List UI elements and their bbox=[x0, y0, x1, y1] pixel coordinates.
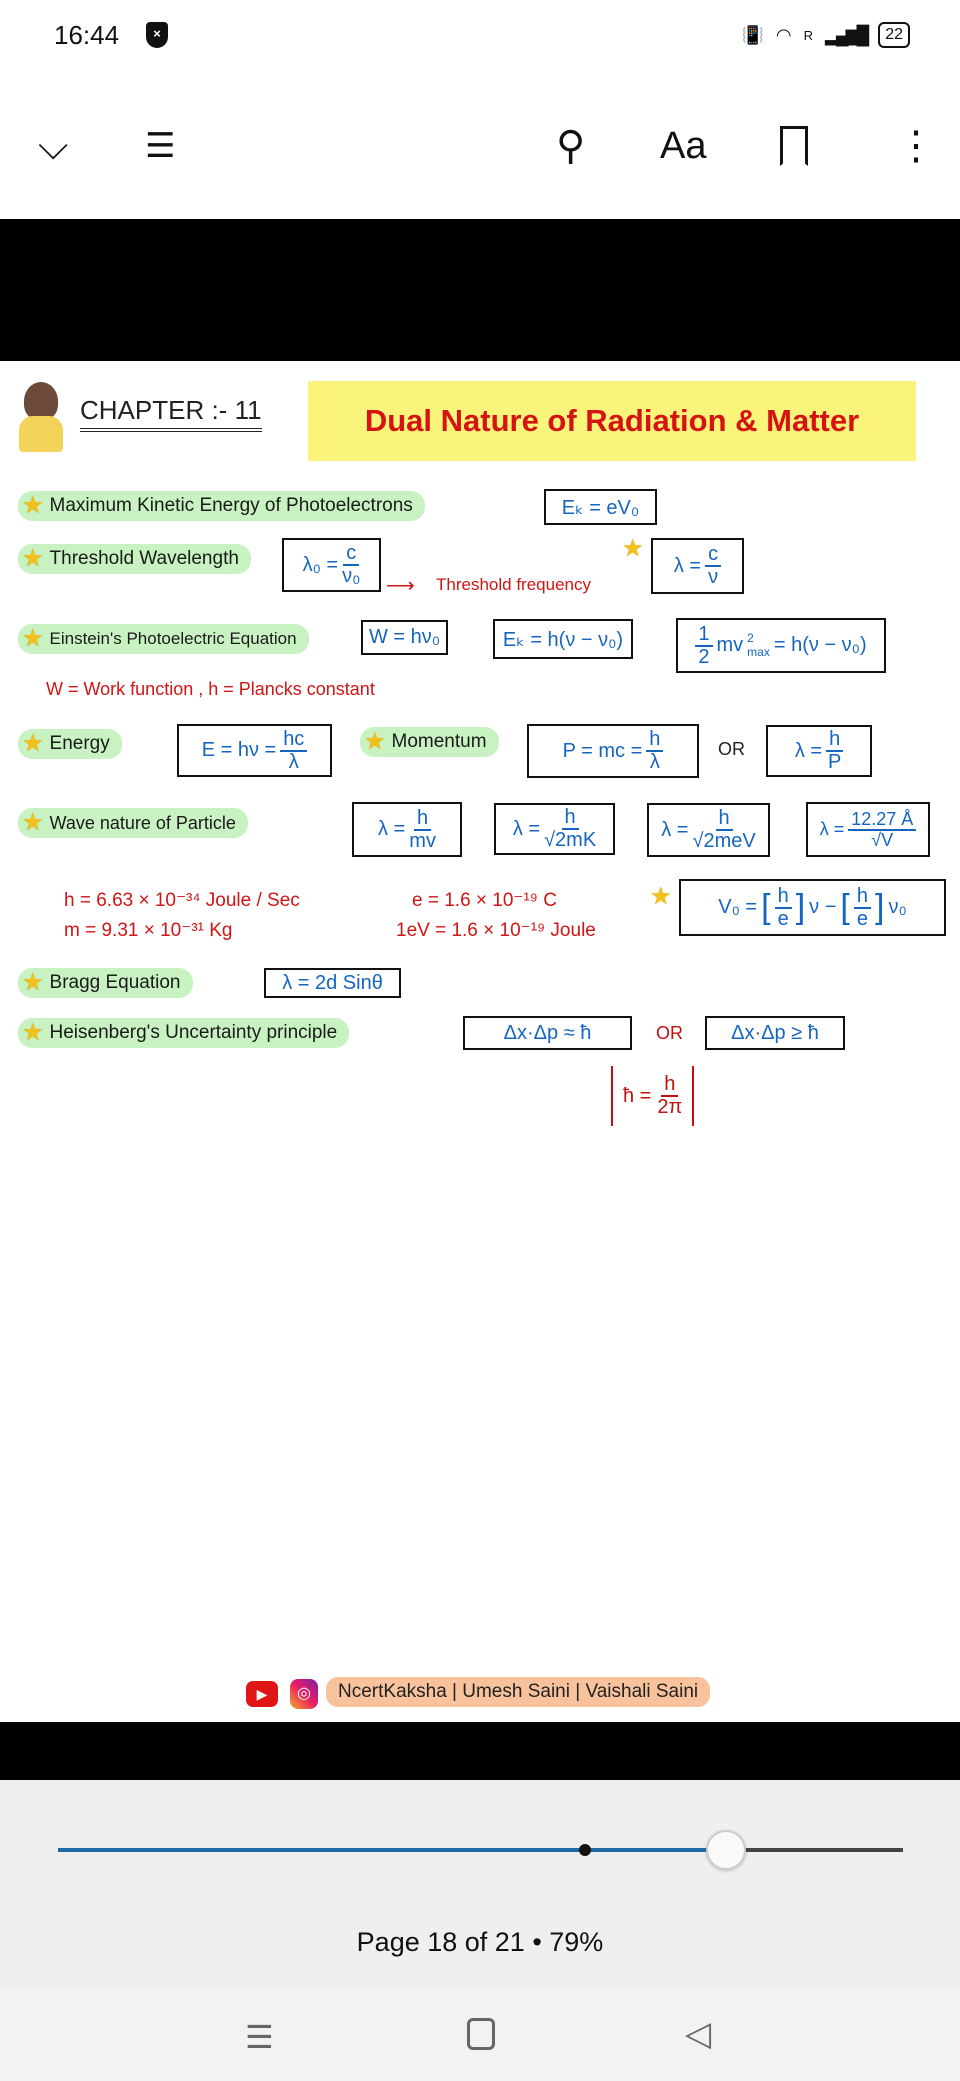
numerator: c bbox=[705, 544, 721, 567]
lhs: λ = bbox=[673, 554, 702, 577]
superscript: 2 bbox=[747, 631, 754, 646]
star-icon: ★ bbox=[22, 1019, 44, 1046]
work-function-note: W = Work function , h = Plancks constant bbox=[46, 679, 375, 699]
numerator: h bbox=[646, 729, 663, 752]
constant-h: h = 6.63 × 10⁻³⁴ Joule / Sec bbox=[64, 890, 300, 911]
denominator: √2meV bbox=[692, 830, 756, 852]
bookmark-icon[interactable] bbox=[780, 126, 808, 166]
bottom-panel bbox=[0, 1780, 960, 2081]
formula-bragg: λ = 2d Sinθ bbox=[264, 968, 401, 998]
status-icons bbox=[741, 22, 910, 48]
numerator: h bbox=[854, 886, 871, 909]
formula-work: W = hν₀ bbox=[361, 620, 448, 655]
instagram-icon: ◎ bbox=[290, 1679, 318, 1709]
page-gap bbox=[0, 219, 960, 361]
star-icon: ★ bbox=[622, 535, 644, 562]
lhs: λ = bbox=[512, 817, 541, 840]
collapse-chevron-icon[interactable]: ⌵ bbox=[38, 124, 69, 168]
denominator: √2mK bbox=[544, 829, 597, 851]
battery-icon: 22 bbox=[878, 22, 910, 48]
label-einstein bbox=[18, 624, 309, 654]
numerator: h bbox=[661, 1074, 678, 1097]
lhs: V₀ = bbox=[718, 896, 758, 918]
lhs: λ₀ = bbox=[302, 553, 339, 576]
page-slider-fill bbox=[58, 1848, 726, 1852]
numerator: 12.27 Å bbox=[848, 810, 916, 831]
label-max-ke bbox=[18, 491, 425, 521]
end: ν₀ bbox=[888, 896, 907, 918]
star-icon: ★ bbox=[22, 809, 44, 836]
denominator: λ bbox=[649, 751, 660, 773]
numerator: h bbox=[562, 807, 579, 830]
mid: ν − bbox=[809, 896, 837, 918]
rhs: = h(ν − ν₀) bbox=[773, 634, 867, 656]
label-text: Momentum bbox=[391, 731, 487, 752]
formula-lambda-c bbox=[651, 538, 744, 594]
star-icon: ★ bbox=[22, 545, 44, 572]
formula-ek: Eₖ = h(ν − ν₀) bbox=[493, 619, 633, 659]
label-text: Heisenberg's Uncertainty principle bbox=[49, 1022, 338, 1043]
numerator: h bbox=[716, 808, 733, 831]
numerator: h bbox=[414, 808, 431, 831]
constant-m: m = 9.31 × 10⁻³¹ Kg bbox=[64, 920, 233, 941]
home-icon[interactable] bbox=[467, 2018, 495, 2050]
clock: 16:44 bbox=[54, 20, 120, 50]
denominator: mv bbox=[409, 829, 436, 852]
label-energy bbox=[18, 729, 122, 759]
label-momentum bbox=[360, 727, 499, 757]
label-bragg bbox=[18, 968, 193, 998]
star-icon: ★ bbox=[22, 969, 44, 996]
star-icon: ★ bbox=[22, 730, 44, 757]
denominator: P bbox=[827, 751, 842, 773]
shield-icon: × bbox=[146, 22, 168, 48]
signal-icon: ▂▄▆█ bbox=[825, 24, 867, 45]
formula-debroglie-v bbox=[647, 803, 770, 857]
vibrate-icon: 📳 bbox=[741, 24, 764, 45]
formula-energy bbox=[177, 724, 332, 777]
search-icon[interactable]: ⚲ bbox=[556, 124, 586, 168]
page-indicator: Page 18 of 21 • 79% bbox=[356, 1927, 604, 1957]
constant-ev: 1eV = 1.6 × 10⁻¹⁹ Joule bbox=[396, 920, 596, 941]
label-text: Bragg Equation bbox=[49, 972, 181, 993]
page-slider-thumb[interactable] bbox=[706, 1830, 746, 1870]
youtube-icon: ▶ bbox=[246, 1681, 278, 1707]
formula-half-mv2 bbox=[676, 618, 886, 673]
denominator: e bbox=[777, 907, 789, 930]
label-text: Energy bbox=[49, 733, 110, 754]
threshold-frequency-note: Threshold frequency bbox=[436, 575, 591, 594]
status-bar bbox=[0, 0, 960, 72]
text-size-button[interactable]: Aa bbox=[660, 125, 707, 167]
mv: mv bbox=[716, 634, 744, 656]
pdf-page bbox=[0, 361, 960, 1722]
chapter-heading: CHAPTER :- 11 bbox=[80, 395, 262, 432]
label-heisenberg bbox=[18, 1018, 349, 1048]
label-text: Threshold Wavelength bbox=[49, 548, 239, 569]
arrow-icon: ⟶ bbox=[386, 575, 415, 597]
page-gap bbox=[0, 1722, 960, 1780]
hbar-definition bbox=[611, 1066, 694, 1126]
contents-list-icon[interactable]: ☰ bbox=[145, 127, 176, 165]
nav-bar bbox=[0, 1988, 960, 2081]
formula-momentum bbox=[527, 724, 699, 778]
wifi-icon: ◠ bbox=[775, 24, 792, 45]
denominator: e bbox=[856, 907, 868, 930]
denominator: 2π bbox=[657, 1096, 683, 1118]
lhs: λ = bbox=[378, 818, 406, 840]
numerator: h bbox=[775, 886, 792, 909]
denominator: √V bbox=[871, 829, 894, 850]
star-icon: ★ bbox=[364, 728, 386, 755]
star-icon: ★ bbox=[22, 492, 44, 519]
lhs: λ = bbox=[819, 819, 845, 839]
last-read-marker bbox=[579, 1844, 591, 1856]
formula-ke: Eₖ = eV₀ bbox=[544, 489, 657, 525]
recents-icon[interactable]: ☰ bbox=[245, 2019, 274, 2055]
numerator: h bbox=[826, 729, 843, 752]
or-label: OR bbox=[718, 739, 745, 759]
label-wave-nature bbox=[18, 808, 248, 838]
formula-electron-wavelength bbox=[806, 802, 930, 857]
formula-debroglie-k bbox=[494, 803, 615, 855]
formula-stopping-potential: V₀ = [ $\frac{h}{e}$ ] ν − [ $\frac{h}{e}$ ] ν₀ bbox=[679, 879, 946, 936]
formula-lambda-h-p bbox=[766, 725, 872, 777]
denominator: 2 bbox=[698, 645, 710, 668]
lhs: λ = bbox=[661, 818, 689, 841]
denominator: ν bbox=[708, 566, 719, 588]
numerator: hc bbox=[280, 729, 307, 752]
numerator: 1 bbox=[695, 624, 712, 647]
lhs: E = hν = bbox=[201, 739, 277, 761]
formula-debroglie-mv bbox=[352, 802, 462, 857]
star-icon: ★ bbox=[650, 883, 672, 910]
formula-uncertainty-geq: Δx·Δp ≥ ħ bbox=[705, 1016, 845, 1050]
lhs: λ = bbox=[794, 739, 823, 762]
star-icon: ★ bbox=[22, 625, 44, 652]
denominator: λ bbox=[288, 750, 299, 773]
constant-e: e = 1.6 × 10⁻¹⁹ C bbox=[412, 890, 557, 911]
lhs: P = mc = bbox=[562, 739, 643, 762]
label-text: Maximum Kinetic Energy of Photoelectrons bbox=[49, 495, 413, 516]
or-label: OR bbox=[656, 1023, 683, 1043]
label-text: Wave nature of Particle bbox=[49, 812, 236, 833]
back-icon[interactable]: ◁ bbox=[685, 2015, 712, 2053]
numerator: c bbox=[343, 543, 359, 566]
label-text: Einstein's Photoelectric Equation bbox=[49, 629, 297, 648]
lhs: ħ = bbox=[623, 1084, 652, 1107]
more-options-icon[interactable]: ⋮ bbox=[896, 124, 936, 168]
formula-uncertainty-approx: Δx·Δp ≈ ħ bbox=[463, 1016, 632, 1050]
footer-credits: NcertKaksha | Umesh Saini | Vaishali Saini bbox=[326, 1677, 710, 1707]
page-title: Dual Nature of Radiation & Matter bbox=[364, 403, 860, 438]
label-threshold bbox=[18, 544, 251, 574]
roaming-label: R bbox=[803, 27, 813, 43]
subscript: max bbox=[747, 644, 770, 659]
formula-threshold bbox=[282, 538, 381, 592]
title-banner bbox=[308, 381, 916, 461]
denominator: ν₀ bbox=[342, 565, 361, 587]
avatar-illustration bbox=[16, 378, 66, 464]
